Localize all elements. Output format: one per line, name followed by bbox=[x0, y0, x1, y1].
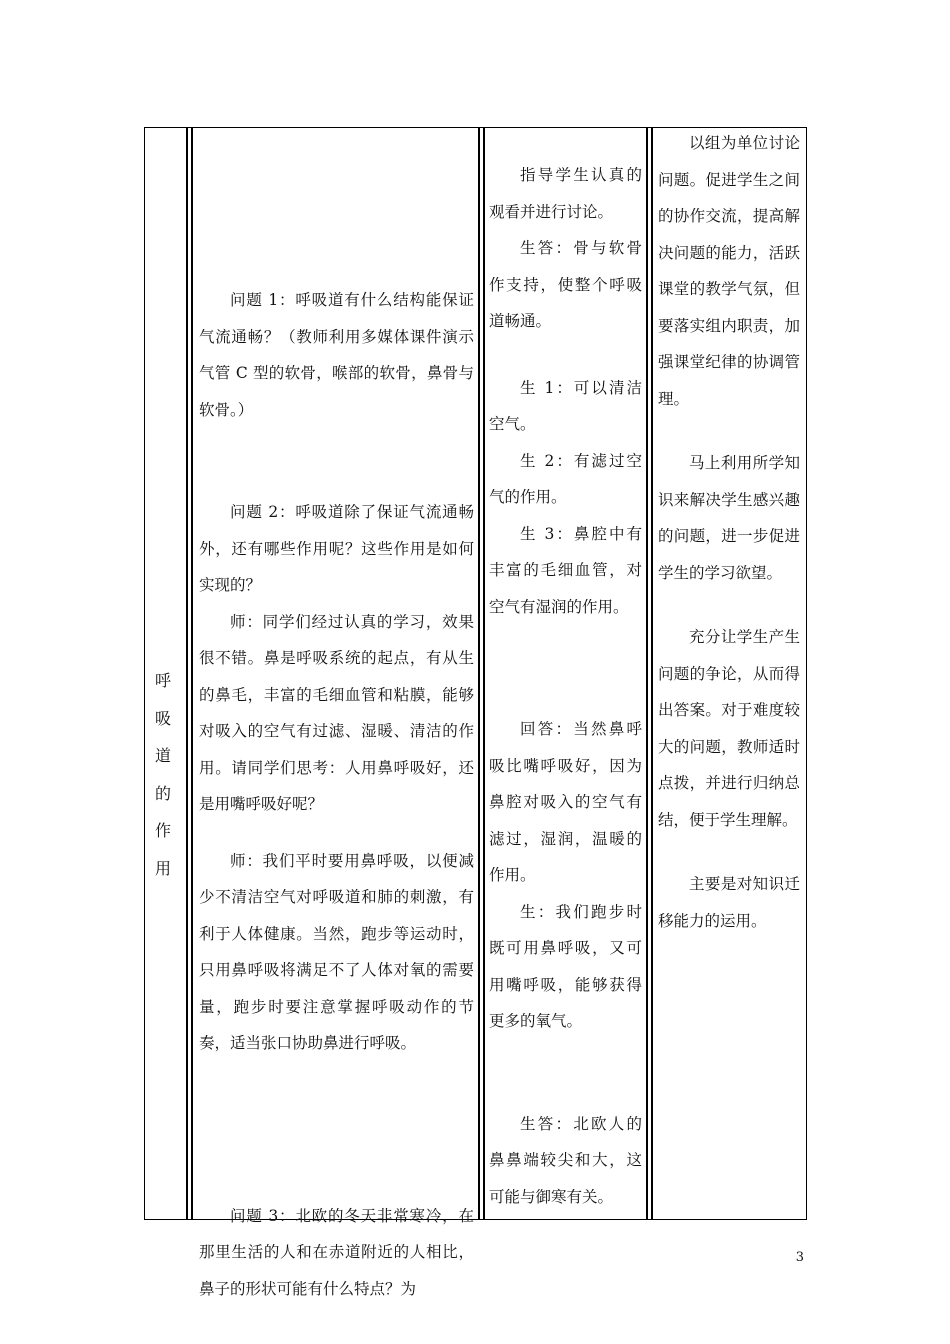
table-border-left bbox=[144, 127, 145, 1219]
topic-char: 作 bbox=[154, 821, 171, 840]
topic-char: 吸 bbox=[154, 708, 171, 728]
student-response-3: 生答：北欧人的鼻鼻端较尖和大，这可能与御寒有关。 bbox=[489, 1114, 642, 1206]
table-border-right bbox=[806, 127, 807, 1219]
student-response-2: 生：我们跑步时既可用鼻呼吸，又可用嘴呼吸，能够获得更多的氧气。 bbox=[489, 902, 642, 1030]
table-divider bbox=[483, 127, 485, 1219]
teacher-remark-2: 师：我们平时要用鼻呼吸，以便减少不清洁空气对呼吸道和肺的刺激，有利于人体健康。当然，跑步等运动时，只用鼻呼吸将满足不了人体对氧的需要量，跑步时要注意掌握呼吸动作的节奏，适当张口协助鼻进行呼吸。 bbox=[199, 851, 474, 1052]
design-intent-column bbox=[658, 127, 800, 1218]
topic-cell bbox=[152, 662, 174, 887]
table-divider bbox=[191, 127, 193, 1219]
question-2: 问题 2：呼吸道除了保证气流通畅外，还有哪些作用呢？这些作用是如何实现的？ bbox=[199, 503, 474, 594]
topic-char: 呼 bbox=[154, 671, 171, 690]
topic-char: 用 bbox=[154, 858, 171, 878]
question-3: 问题 3：北欧的冬天非常寒冷，在那里生活的人和在赤道附近的人相比，鼻子的形状可能有什么特点？为 bbox=[199, 1206, 474, 1298]
student-answer-s2: 生 2：有滤过空气的作用。 bbox=[489, 451, 642, 506]
intent-4: 主要是对知识迁移能力的运用。 bbox=[658, 875, 800, 930]
page-number: 3 bbox=[795, 1250, 804, 1265]
table-divider bbox=[651, 127, 653, 1219]
intent-2: 马上利用所学知识来解决学生感兴趣的问题，进一步促进学生的学习欲望。 bbox=[658, 454, 800, 582]
student-answer-1: 生答：骨与软骨作支持，使整个呼吸道畅通。 bbox=[489, 239, 642, 330]
question-1: 问题 1：呼吸道有什么结构能保证气流通畅？（教师利用多媒体课件演示气管 C 型的软骨，喉部的软骨，鼻骨与软骨。） bbox=[199, 291, 474, 419]
table-divider bbox=[478, 127, 480, 1219]
intent-3: 充分让学生产生问题的争论，从而得出答案。对于难度较大的问题，教师适时点拨，并进行归纳总结，便于学生理解。 bbox=[658, 628, 800, 829]
student-answer-s3: 生 3：鼻腔中有丰富的毛细血管，对空气有湿润的作用。 bbox=[489, 524, 642, 616]
student-activity-column bbox=[489, 127, 642, 1218]
student-guidance: 指导学生认真的观看并进行讨论。 bbox=[489, 166, 642, 221]
student-response-1: 回答：当然鼻呼吸比嘴呼吸好，因为鼻腔对吸入的空气有滤过，湿润，温暖的作用。 bbox=[489, 720, 642, 884]
teacher-remark-1: 师：同学们经过认真的学习，效果很不错。鼻是呼吸系统的起点，有从生的鼻毛，丰富的毛细血管和粘膜，能够对吸入的空气有过滤、湿暖、清洁的作用。请同学们思考：人用鼻呼吸好，还是用嘴呼吸好呢？ bbox=[199, 612, 474, 813]
student-answer-s1: 生 1：可以清洁空气。 bbox=[489, 378, 642, 433]
topic-char: 道 bbox=[154, 746, 171, 765]
teacher-activity-column bbox=[199, 127, 474, 1298]
topic-char: 的 bbox=[154, 783, 171, 803]
intent-1: 以组为单位讨论问题。促进学生之间的协作交流，提高解决问题的能力，活跃课堂的教学气氛，但要落实组内职责，加强课堂纪律的协调管理。 bbox=[658, 134, 800, 408]
table-divider bbox=[186, 127, 188, 1219]
table-divider bbox=[646, 127, 648, 1219]
